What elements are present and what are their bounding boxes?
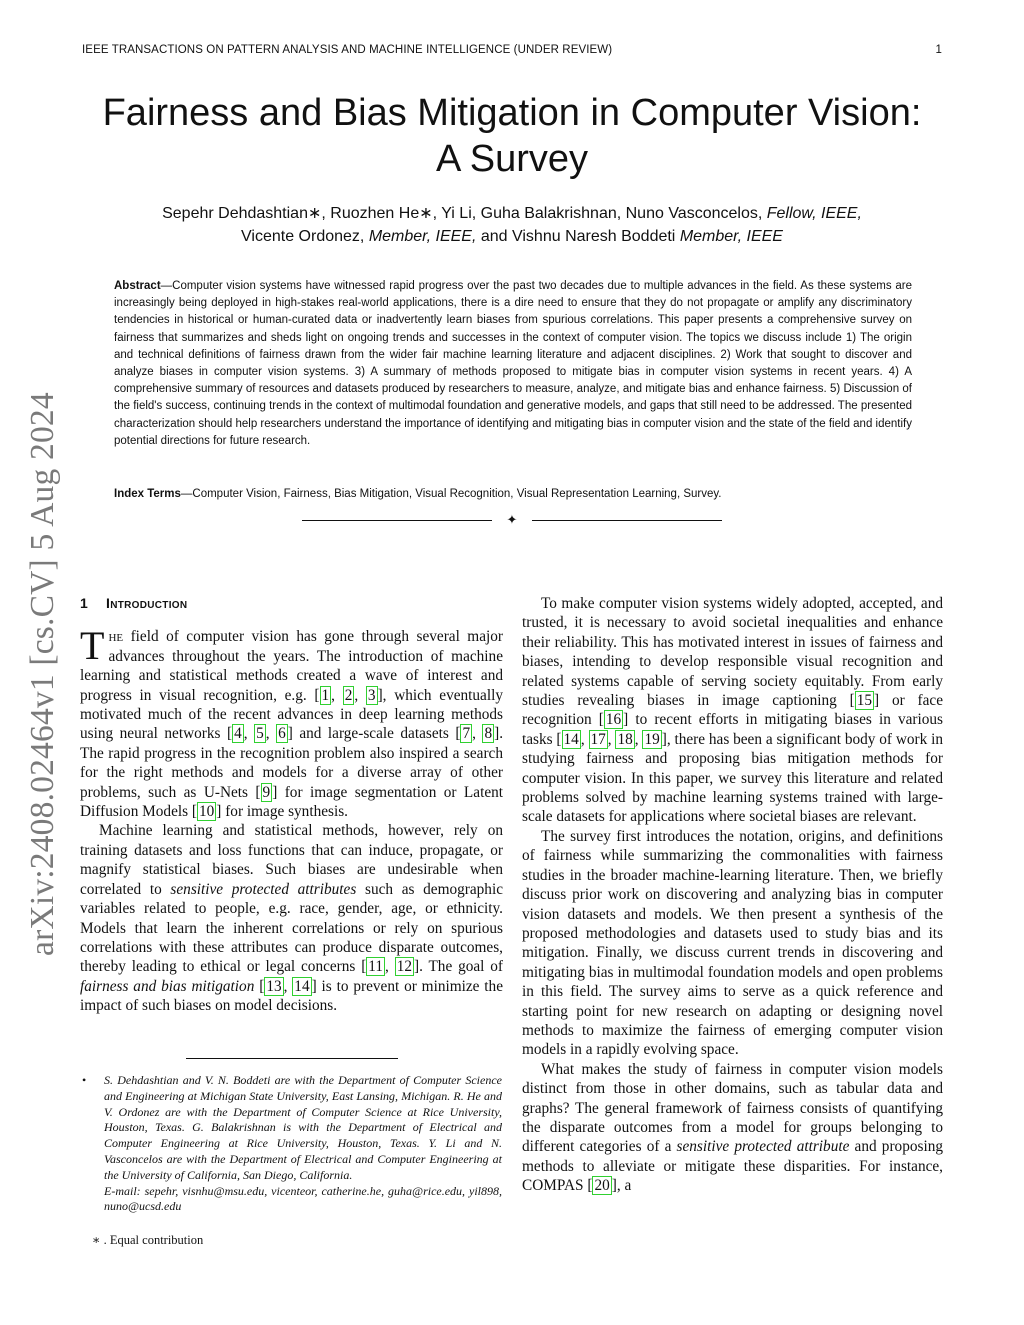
author-list xyxy=(80,202,944,248)
index-terms xyxy=(114,486,912,503)
intro-paragraph-4: The survey first introduces the notation, origins, and definitions of fairness while summarizing the commonalities with fairness studies in the broader machine-learning literature. Then, we briefly discuss prior work on discovering and analyzing bias in computer vision datasets and models. We then present a synthesis of the proposed methodologies and datasets used to study bias and its mitigation. Finally, we discuss current trends in discovering and mitigating bias in multimodal foundation models and open problems in this field. The survey aims to serve as a quick reference and starting point for new research on adapting or designing novel methods to maximize the fairness of emerging computer vision models in a rapidly evolving space. xyxy=(522,827,943,1059)
citation-link[interactable]: 19 xyxy=(644,730,660,748)
body-text: ] for image segmentation or Latent Diffusion Models [ xyxy=(80,783,504,821)
citation-link[interactable]: 20 xyxy=(594,1177,610,1195)
body-text: ]. The goal of xyxy=(413,958,503,976)
intro-paragraph-1: The field of computer vision has gone through several major advances throughout the years. The introduction of machine learning and statistical methods created a wave of interest and progress in visual recognition, e.g. [ 1 , 2 , 3 ], which eventually motivated much of the recent advances in deep learning methods using neural networks [ 4 , 5 , 6 ] and large-scale datasets [ 7 , 8 ]. The rapid progress in the recognition problem also inspired a search for the right methods and models for a diverse array of other problems, such as U-Nets [ 9 ] for image segmentation or Latent Diffusion Models [ 10 ] for image synthesis. xyxy=(80,623,504,821)
citation-link[interactable]: 12 xyxy=(396,958,412,976)
body-text: ] is to prevent or minimize the impact of such biases on model decisions. xyxy=(80,977,503,1015)
citation-link[interactable]: 18 xyxy=(617,730,633,748)
citation-link[interactable]: 8 xyxy=(484,725,493,743)
divider-star-icon: ✦ xyxy=(506,512,518,527)
citation-link[interactable]: 15 xyxy=(856,692,873,710)
intro-paragraph-2: Machine learning and statistical methods, however, rely on training datasets and loss functions that can induce, propagate, or magnify statistical biases. Such biases are undesirable when correlated to sensitive protected attributes such as demographic variables related to people, e.g. race, gender, age, or ethnicity. Models that learn the inherent correlations or rely on spurious correlations with these attributes can produce disparate outcomes, thereby leading to ethical or legal concerns [ 11 , 12 ]. The goal of fairness and bias mitigation [ 13 , 14 ] is to prevent or minimize the impact of such biases on model decisions. xyxy=(80,822,503,1015)
paper-title xyxy=(60,90,964,182)
emphasis-text: sensitive protected attribute xyxy=(676,1138,850,1156)
citation-link[interactable]: 5 xyxy=(256,725,264,743)
body-text: ], which eventually motivated much of the recent advances in deep learning methods using neural networks [ xyxy=(80,686,503,743)
body-text: such as demographic variables related to people, e.g. race, gender, age, or ethnicity. Models that learn the inherent correlations or rely on spurious correlations with these attributes can produce disparate outcomes, thereby leading to ethical or legal concerns [ xyxy=(80,880,503,976)
body-text: To make computer vision systems widely adopted, accepted, and trusted, it is necessary to avoid societal inequalities and enhance their reliability. This has motivated interest in issues of fairness and biases, intending to develop responsible visual recognition and related systems capable of serving society equitably. From early studies revealing biases in image captioning [ xyxy=(522,595,943,710)
emphasis-text: fairness and bias mitigation xyxy=(80,977,255,995)
equal-contribution-note: ∗ . Equal contribution xyxy=(92,1233,204,1247)
author-line-1 xyxy=(80,202,944,225)
body-text: ] and large-scale datasets [ xyxy=(287,725,461,743)
body-text: ] or face recognition [ xyxy=(522,692,943,729)
title-line-2: A Survey xyxy=(435,138,589,180)
journal-name: IEEE TRANSACTIONS ON PATTERN ANALYSIS AND MACHINE INTELLIGENCE (UNDER REVIEW) xyxy=(82,44,613,56)
authors-text: Vicente Ordonez, xyxy=(241,228,369,245)
citation-link[interactable]: 17 xyxy=(590,730,606,748)
body-text: ]. The rapid progress in the recognition problem also inspired a search for the right methods and models for a diverse array of other problems, such as U-Nets [ xyxy=(80,725,504,801)
section-number: 1 xyxy=(80,595,89,611)
citation-link[interactable]: 6 xyxy=(278,725,286,743)
citation-link[interactable]: 13 xyxy=(266,977,282,995)
section-heading xyxy=(80,594,503,613)
abstract-text: —Computer vision systems have witnessed rapid progress over the past two decades due to multiple advances in the field. As these systems are increasingly being deployed in high-stakes real-world applications, there is a dire need to ensure that they do not propagate or amplify any discriminatory tendencies in historical or human-curated data or inadvertently learn biases from spurious correlations. This paper presents a comprehensive survey on fairness that summarizes and sheds light on ongoing trends and successes in the context of computer vision. The topics we discuss include 1) The origin and technical definitions of fairness drawn from the wider fair machine learning literature and adjacent disciplines. 2) Work that sought to discover and analyze biases in computer vision systems. 3) A summary of methods proposed to mitigate bias in computer vision systems in recent years. 4) A comprehensive summary of resources and datasets produced by researchers to measure, analyze, and mitigate bias and enhance fairness. 5) Discussion of the field's success, continuing trends in the context of multimodal foundation and generative models, and gaps that still need to be addressed. The presented characterization should help researchers understand the importance of identifying and mitigating bias in computer vision and the state of the field and identify potential directions for future research. xyxy=(114,280,912,447)
footnote-rule xyxy=(186,1058,398,1059)
index-terms-label: Index Terms xyxy=(114,488,181,500)
author-line-2 xyxy=(80,225,944,248)
body-text: What makes the study of fairness in computer vision models distinct from those in other domains, such as tabular data and graphs? The general framework of fairness consists of quantifying the disparate outcomes from a model for groups belonging to different categories of a xyxy=(522,1060,943,1156)
drop-cap: T xyxy=(80,623,105,669)
citation-link[interactable]: 4 xyxy=(234,725,242,743)
affiliations-text: S. Dehdashtian and V. N. Boddeti are with the Department of Computer Science and Engineering at Michigan State University, East Lansing, Michigan. R. He and V. Ordonez are with the Department of Computer Science at Rice University, Houston, Texas. G. Balakrishnan is with the Department of Electrical and Computer Engineering at Rice University, Houston, Texas. Y. Li and N. Vasconcelos are with the Department of Electrical and Computer Engineering at the University of California, San Diego, California. xyxy=(104,1073,502,1182)
body-text: ], there has been a significant body of work in studying fairness and proposing bias mitigation methods for computer vision. In this paper, we survey this literature and related problems solved by machine learning systems trained with large-scale datasets for applications where societal biases are relevant. xyxy=(522,730,944,826)
citation-link[interactable]: 11 xyxy=(368,958,384,976)
abstract-label: Abstract xyxy=(114,280,161,292)
citation-link[interactable]: 14 xyxy=(563,730,579,748)
citation-link[interactable]: 1 xyxy=(321,686,330,704)
citation-link[interactable]: 3 xyxy=(367,686,376,704)
body-text: ] to recent efforts in mitigating biases in various tasks [ xyxy=(522,711,943,748)
page-number: 1 xyxy=(935,44,942,56)
citation-link[interactable]: 9 xyxy=(262,783,271,801)
author-grade: Member, IEEE xyxy=(679,228,783,245)
body-text: Machine learning and statistical methods, however, rely on training datasets and loss functions that can induce, propagate, or magnify statistical biases. Such biases are undesirable when correlated to xyxy=(80,822,503,898)
abstract xyxy=(114,278,912,450)
title-line-1: Fairness and Bias Mitigation in Computer Vision: xyxy=(102,92,922,134)
body-text: and proposing methods to alleviate or mitigate these disparities. For instance, COMPAS [ xyxy=(522,1138,943,1195)
index-terms-text: —Computer Vision, Fairness, Bias Mitigation, Visual Recognition, Visual Representation Learning, Survey. xyxy=(180,488,722,500)
authors-text: Sepehr Dehdashtian∗, Ruozhen He∗, Yi Li, Guha Balakrishnan, Nuno Vasconcelos, xyxy=(162,205,767,222)
divider-line-right xyxy=(532,520,722,521)
authors-text: and Vishnu Naresh Boddeti xyxy=(476,228,680,245)
section-title: Introduction xyxy=(106,595,188,611)
running-header xyxy=(82,44,942,56)
divider-line-left xyxy=(302,520,492,521)
citation-link[interactable]: 2 xyxy=(344,686,353,704)
emphasis-text: sensitive protected attributes xyxy=(170,880,357,898)
author-grade: Fellow, IEEE, xyxy=(766,205,862,222)
body-text: [ xyxy=(254,977,265,995)
arxiv-stamp: arXiv:2408.02464v1 [cs.CV] 5 Aug 2024 xyxy=(24,392,61,956)
author-grade: Member, IEEE, xyxy=(368,228,477,245)
section-divider xyxy=(302,512,722,528)
intro-paragraph-3: To make computer vision systems widely adopted, accepted, and trusted, it is necessary to avoid societal inequalities and enhance their reliability. This has motivated interest in issues of fairness and biases, intending to develop responsible visual recognition and related systems capable of serving society equitably. From early studies revealing biases in image captioning [ 15 ] or face recognition [ 16 ] to recent efforts in mitigating biases in various tasks [ 14 , 17 , 18 , 19 ], there has been a significant body of work in studying fairness and proposing bias mitigation methods for computer vision. In this paper, we survey this literature and related problems solved by machine learning systems trained with large-scale datasets for applications where societal biases are relevant. xyxy=(522,595,944,826)
citation-link[interactable]: 10 xyxy=(199,803,215,821)
citation-link[interactable]: 7 xyxy=(462,725,471,743)
body-text: ] for image synthesis. xyxy=(216,803,348,821)
footnote-bullet: • xyxy=(82,1073,87,1087)
right-column xyxy=(522,594,943,1196)
body-text: ], a xyxy=(611,1177,632,1195)
citation-link[interactable]: 16 xyxy=(605,711,622,729)
smallcaps-text: he xyxy=(108,628,124,646)
body-text: field of computer vision has gone through several major advances throughout the years. The introduction of machine learning and statistical methods created a wave of interest and progress in visual recognition, e.g. [ xyxy=(80,628,503,704)
left-column xyxy=(80,588,503,1016)
citation-link[interactable]: 14 xyxy=(294,977,310,995)
affiliation-footnote xyxy=(82,1073,502,1215)
intro-paragraph-5 xyxy=(522,1060,943,1196)
email-text: E-mail: sepehr, visnhu@msu.edu, vicenteor, catherine.he, guha@rice.edu, yil898, nuno@ucsd.edu xyxy=(104,1183,502,1214)
footnote-body xyxy=(104,1073,502,1215)
